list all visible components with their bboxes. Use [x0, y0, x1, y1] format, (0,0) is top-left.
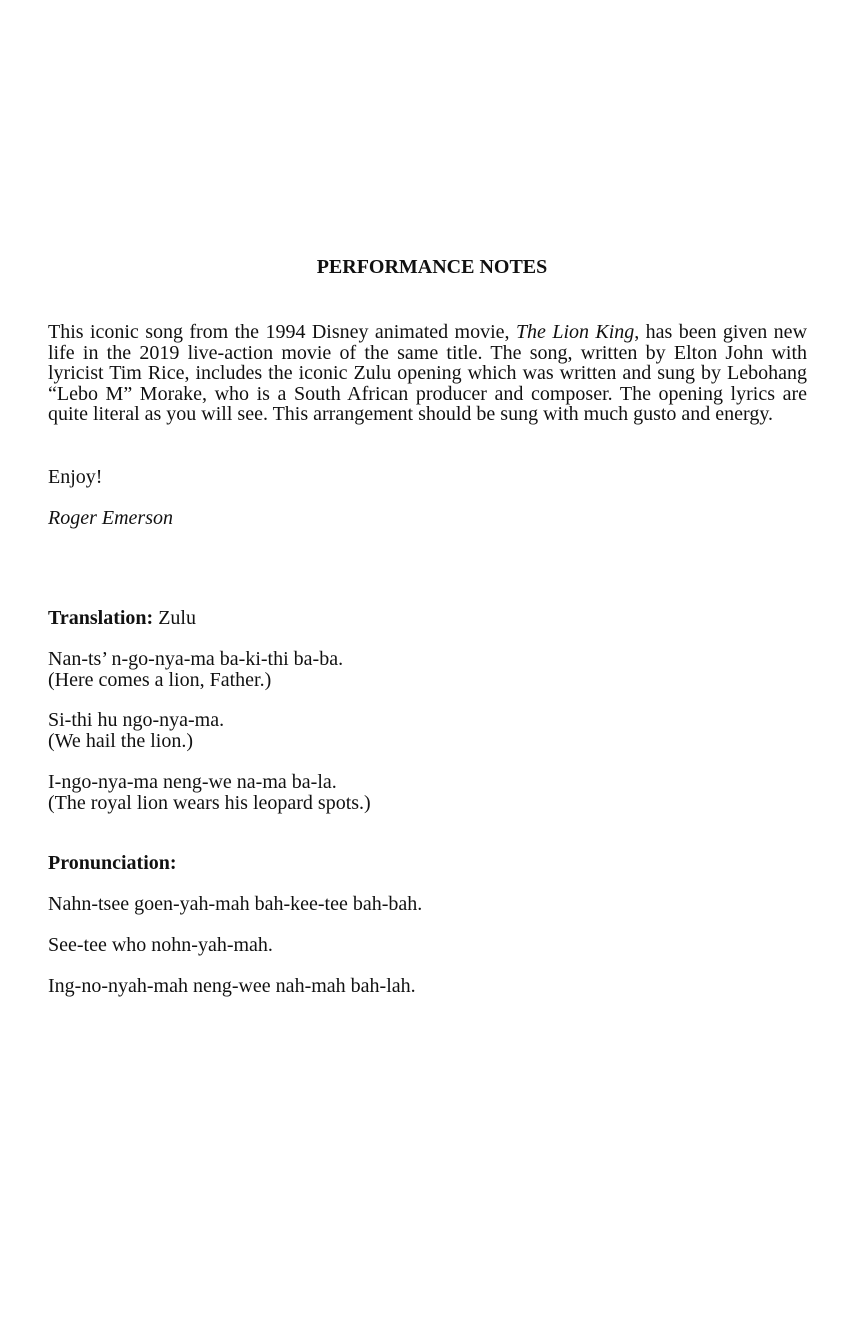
- pronunciation-line-3: Ing-no-nyah-mah neng-wee nah-mah bah-lah.: [48, 975, 416, 997]
- pronunciation-line-2: See-tee who nohn-yah-mah.: [48, 934, 273, 956]
- translation-item-3: [48, 772, 371, 813]
- english-translation: (We hail the lion.): [48, 729, 194, 752]
- english-translation: (The royal lion wears his leopard spots.): [48, 791, 371, 814]
- pronunciation-heading: Pronunciation:: [48, 852, 177, 874]
- translation-label: Translation:: [48, 607, 154, 629]
- closing-line: Enjoy!: [48, 466, 103, 488]
- zulu-lyric: Si-thi hu ngo-nya-ma.: [48, 709, 225, 731]
- intro-paragraph: [48, 322, 807, 425]
- movie-title: The Lion King: [515, 321, 635, 343]
- english-translation: (Here comes a lion, Father.): [48, 668, 272, 691]
- translation-heading: [48, 608, 196, 629]
- zulu-lyric: I-ngo-nya-ma neng-we na-ma ba-la.: [48, 771, 337, 793]
- page-title: PERFORMANCE NOTES: [316, 256, 548, 278]
- translation-item-2: [48, 710, 224, 751]
- intro-text-start: This iconic song from the 1994 Disney animated movie,: [48, 321, 516, 343]
- pronunciation-line-1: Nahn-tsee goen-yah-mah bah-kee-tee bah-bah.: [48, 893, 423, 915]
- translation-language: Zulu: [153, 607, 196, 629]
- translation-item-1: [48, 649, 343, 690]
- author-signature: Roger Emerson: [48, 507, 173, 529]
- intro-text-end: , has been given new life in the 2019 live-action movie of the same title. The song, written by Elton John with lyricist Tim Rice, includes the iconic Zulu opening which was written and sung by Lebohang “Lebo M” Morake, who is a South African producer and composer. The opening lyrics are quite literal as you will see. This arrangement should be sung with much gusto and energy.: [48, 321, 808, 426]
- zulu-lyric: Nan-ts’ n-go-nya-ma ba-ki-thi ba-ba.: [48, 648, 344, 670]
